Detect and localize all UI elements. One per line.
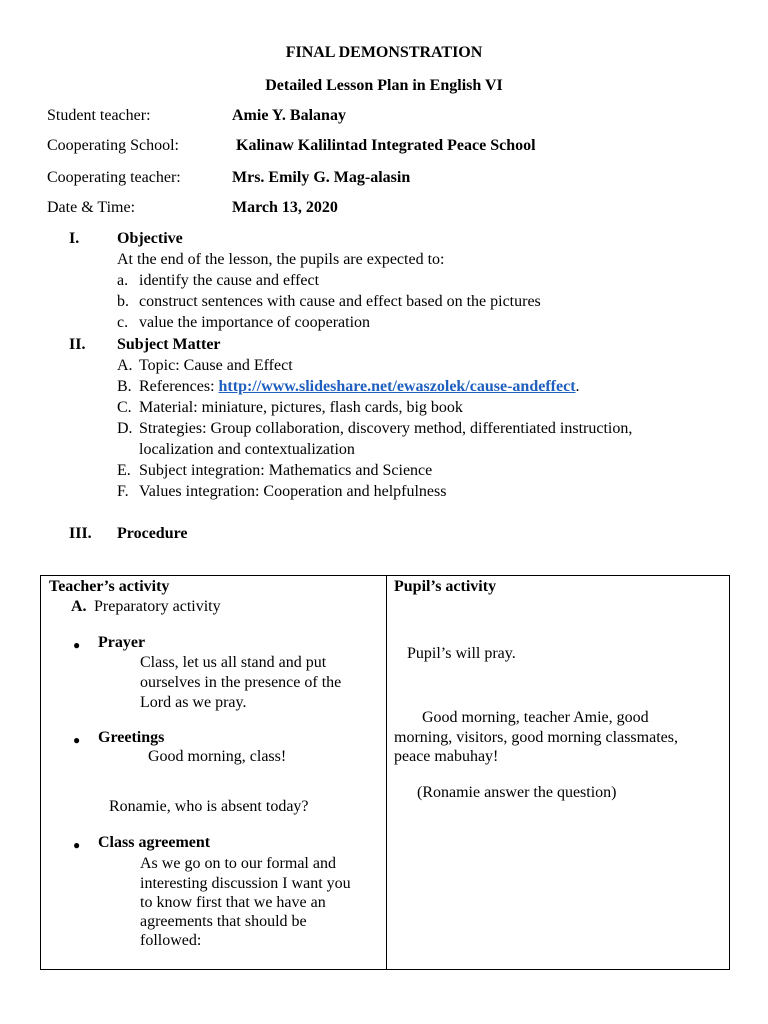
procedure-numeral: III. bbox=[69, 525, 92, 542]
integration-text: Subject integration: Mathematics and Science bbox=[139, 462, 433, 479]
agreement-heading: Class agreement bbox=[98, 834, 211, 851]
greetings-heading: Greetings bbox=[98, 729, 165, 746]
pupil-greet-line-1: Good morning, teacher Amie, good bbox=[422, 709, 649, 726]
pupil-activity-header: Pupil’s activity bbox=[394, 578, 497, 595]
document-title: FINAL DEMONSTRATION bbox=[285, 44, 483, 61]
pupil-answer: (Ronamie answer the question) bbox=[417, 784, 617, 801]
cooperating-school-label: Cooperating School: bbox=[47, 137, 179, 154]
values-text: Values integration: Cooperation and helpfulness bbox=[139, 483, 447, 500]
objective-marker-a: a. bbox=[117, 272, 129, 289]
agreement-bullet: ● bbox=[73, 838, 81, 852]
pupil-pray: Pupil’s will pray. bbox=[407, 645, 516, 662]
student-teacher-value: Amie Y. Balanay bbox=[232, 107, 346, 124]
values-marker: F. bbox=[117, 483, 129, 500]
strategies-line-1: Strategies: Group collaboration, discovery method, differentiated instruction, bbox=[139, 420, 633, 437]
pupil-greet-line-2: morning, visitors, good morning classmates, bbox=[394, 729, 678, 746]
agreement-line-3: to know first that we have an bbox=[140, 894, 326, 911]
agreement-line-1: As we go on to our formal and bbox=[140, 855, 336, 872]
greetings-bullet: ● bbox=[73, 733, 81, 747]
student-teacher-label: Student teacher: bbox=[47, 107, 151, 124]
cooperating-school-value: Kalinaw Kalilintad Integrated Peace School bbox=[236, 137, 536, 154]
objective-marker-c: c. bbox=[117, 314, 129, 331]
references-line bbox=[139, 378, 580, 396]
objective-numeral: I. bbox=[69, 230, 80, 247]
absent-question: Ronamie, who is absent today? bbox=[109, 798, 309, 815]
subject-matter-numeral: II. bbox=[69, 336, 86, 353]
topic-text: Topic: Cause and Effect bbox=[139, 357, 293, 374]
objective-item-c: value the importance of cooperation bbox=[139, 314, 371, 331]
procedure-heading: Procedure bbox=[117, 525, 188, 542]
references-label: References: bbox=[139, 378, 219, 395]
activity-table bbox=[40, 575, 730, 970]
section-a-marker: A. bbox=[71, 598, 87, 615]
references-marker: B. bbox=[117, 378, 132, 395]
subject-matter-heading: Subject Matter bbox=[117, 336, 221, 353]
agreement-line-5: followed: bbox=[140, 932, 202, 949]
date-time-label: Date & Time: bbox=[47, 199, 136, 216]
strategies-marker: D. bbox=[117, 420, 133, 437]
topic-marker: A. bbox=[117, 357, 133, 374]
references-link[interactable]: http://www.slideshare.net/ewaszolek/cause-andeffect bbox=[218, 378, 576, 395]
prayer-line-2: ourselves in the presence of the bbox=[140, 674, 342, 691]
objective-item-b: construct sentences with cause and effect based on the pictures bbox=[139, 293, 541, 310]
pupil-greet-line-3: peace mabuhay! bbox=[394, 748, 499, 765]
objective-heading: Objective bbox=[117, 230, 183, 247]
material-text: Material: miniature, pictures, flash cards, big book bbox=[139, 399, 463, 416]
prayer-line-3: Lord as we pray. bbox=[140, 694, 247, 711]
prayer-line-1: Class, let us all stand and put bbox=[140, 654, 327, 671]
strategies-line-2: localization and contextualization bbox=[139, 441, 355, 458]
agreement-line-2: interesting discussion I want you bbox=[140, 875, 351, 892]
prayer-bullet: ● bbox=[73, 638, 81, 652]
cooperating-teacher-value: Mrs. Emily G. Mag-alasin bbox=[232, 169, 411, 186]
document-subtitle: Detailed Lesson Plan in English VI bbox=[265, 77, 503, 94]
objective-item-a: identify the cause and effect bbox=[139, 272, 320, 289]
agreement-line-4: agreements that should be bbox=[140, 913, 307, 930]
references-suffix: . bbox=[575, 378, 580, 395]
table-column-divider bbox=[386, 576, 387, 969]
cooperating-teacher-label: Cooperating teacher: bbox=[47, 169, 181, 186]
date-time-value: March 13, 2020 bbox=[232, 199, 338, 216]
greetings-line: Good morning, class! bbox=[148, 748, 287, 765]
integration-marker: E. bbox=[117, 462, 131, 479]
material-marker: C. bbox=[117, 399, 132, 416]
objective-marker-b: b. bbox=[117, 293, 129, 310]
teacher-activity-header: Teacher’s activity bbox=[49, 578, 170, 595]
prayer-heading: Prayer bbox=[98, 634, 146, 651]
section-a-text: Preparatory activity bbox=[94, 598, 221, 615]
objective-intro: At the end of the lesson, the pupils are expected to: bbox=[117, 251, 445, 268]
